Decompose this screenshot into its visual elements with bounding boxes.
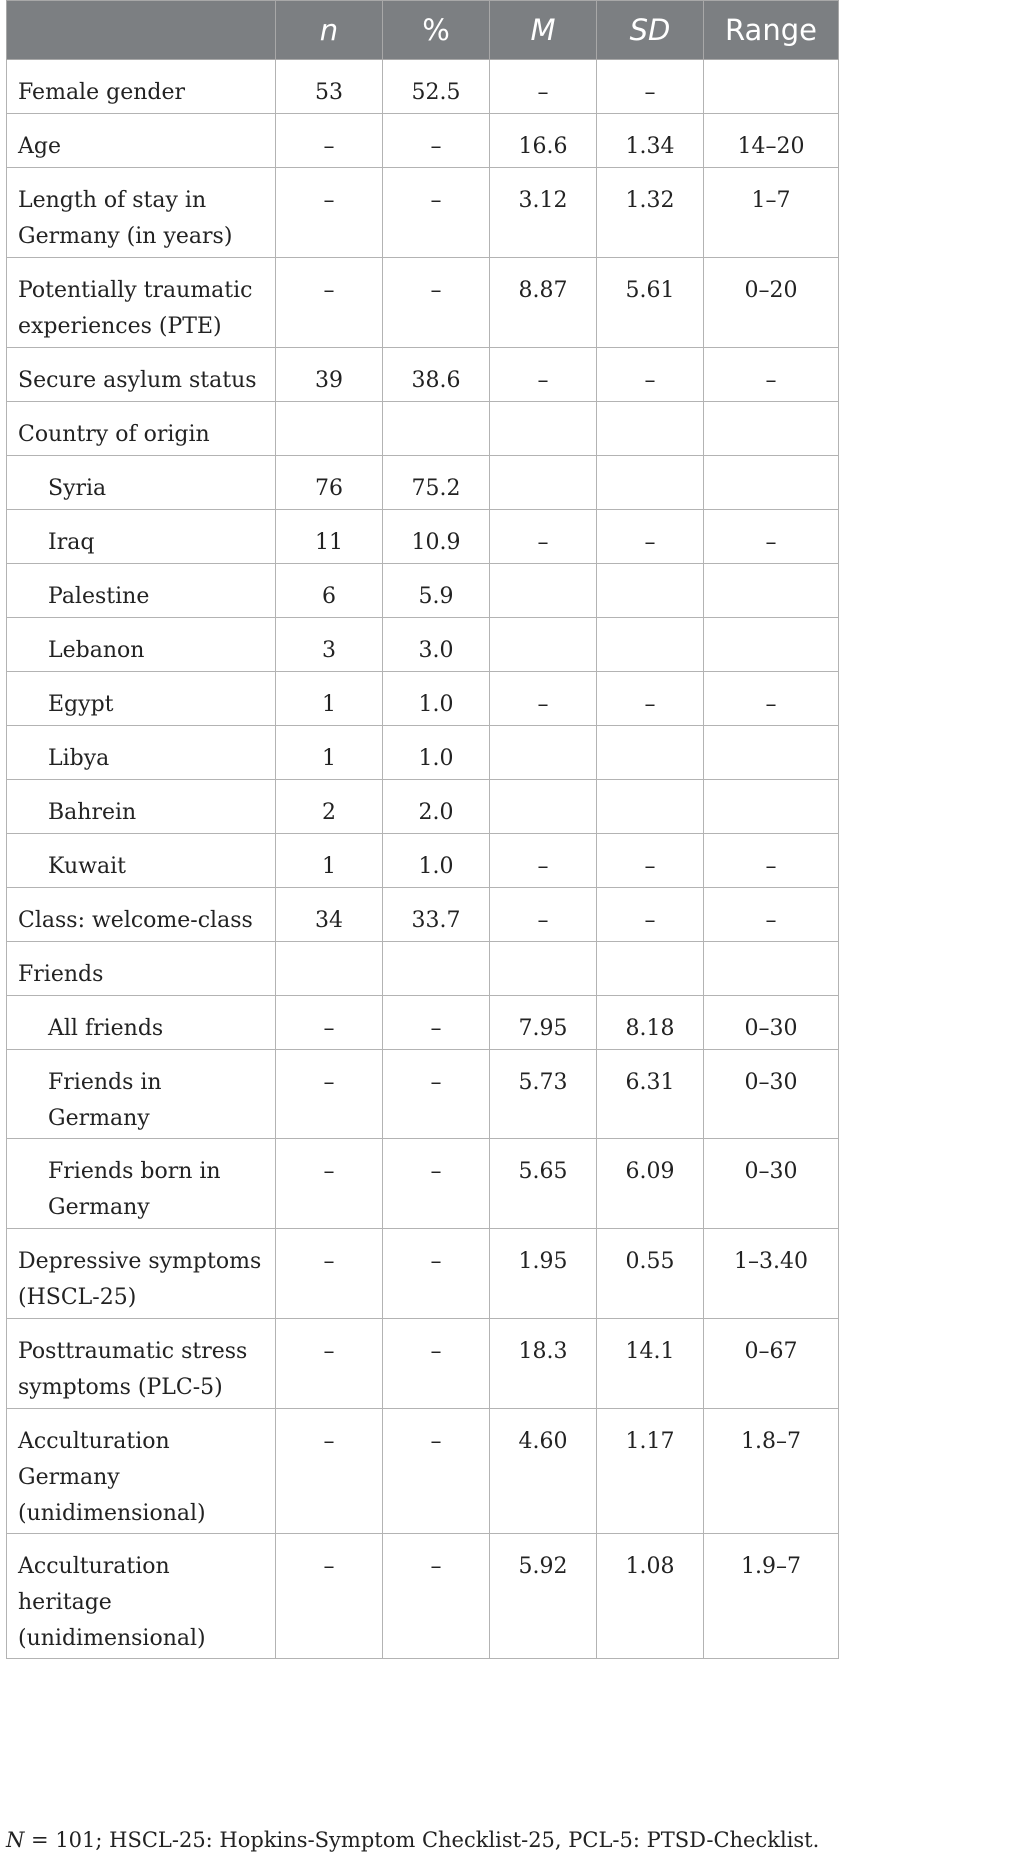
row-label: Palestine [7, 564, 276, 618]
row-label: Kuwait [7, 834, 276, 888]
cell-mean: – [490, 888, 597, 942]
cell-range: 0–30 [704, 996, 839, 1050]
cell-range [704, 942, 839, 996]
row-label: Country of origin [7, 402, 276, 456]
cell-range: 0–67 [704, 1319, 839, 1409]
cell-range: 14–20 [704, 114, 839, 168]
cell-mean: 16.6 [490, 114, 597, 168]
cell-sd: – [597, 888, 704, 942]
cell-mean [490, 564, 597, 618]
descriptives-table [6, 0, 839, 1659]
cell-mean [490, 942, 597, 996]
cell-range [704, 564, 839, 618]
cell-range [704, 456, 839, 510]
cell-sd [597, 726, 704, 780]
cell-range: 0–20 [704, 258, 839, 348]
cell-sd: 0.55 [597, 1229, 704, 1319]
column-header-percent: % [383, 1, 490, 60]
cell-percent: – [383, 1319, 490, 1409]
cell-percent: 2.0 [383, 780, 490, 834]
cell-n: 6 [276, 564, 383, 618]
table-row [7, 402, 839, 456]
cell-mean: 7.95 [490, 996, 597, 1050]
cell-sd: 1.32 [597, 168, 704, 258]
cell-mean: 5.65 [490, 1139, 597, 1229]
cell-percent: 3.0 [383, 618, 490, 672]
cell-percent: 10.9 [383, 510, 490, 564]
cell-sd: 14.1 [597, 1319, 704, 1409]
cell-n: – [276, 1229, 383, 1319]
cell-range [704, 726, 839, 780]
cell-range: – [704, 672, 839, 726]
footnote-n-symbol: N [6, 1828, 25, 1852]
cell-n [276, 942, 383, 996]
cell-percent: – [383, 258, 490, 348]
table-row [7, 618, 839, 672]
cell-n: – [276, 1319, 383, 1409]
cell-sd [597, 564, 704, 618]
cell-percent: – [383, 1050, 490, 1139]
cell-sd: 6.09 [597, 1139, 704, 1229]
cell-n: – [276, 1139, 383, 1229]
footnote-text: = 101; HSCL-25: Hopkins-Symptom Checklist-25, PCL-5: PTSD-Checklist. [24, 1828, 820, 1852]
cell-percent: 33.7 [383, 888, 490, 942]
table-row [7, 456, 839, 510]
row-label: Friends born in Germany [7, 1139, 276, 1229]
cell-percent: – [383, 114, 490, 168]
cell-range [704, 402, 839, 456]
cell-percent: 1.0 [383, 672, 490, 726]
cell-sd: – [597, 348, 704, 402]
cell-range [704, 780, 839, 834]
row-label: Posttraumatic stress symptoms (PLC-5) [7, 1319, 276, 1409]
table-row [7, 1229, 839, 1319]
cell-mean: 18.3 [490, 1319, 597, 1409]
row-label: Acculturation Germany (unidimensional) [7, 1409, 276, 1534]
cell-sd [597, 942, 704, 996]
row-label: Libya [7, 726, 276, 780]
cell-mean: – [490, 348, 597, 402]
row-label: Friends [7, 942, 276, 996]
cell-percent: 52.5 [383, 60, 490, 114]
cell-mean: – [490, 60, 597, 114]
row-label: Lebanon [7, 618, 276, 672]
cell-n: 1 [276, 726, 383, 780]
cell-sd [597, 780, 704, 834]
cell-range: 1–7 [704, 168, 839, 258]
cell-sd: 8.18 [597, 996, 704, 1050]
cell-sd [597, 402, 704, 456]
row-label: Syria [7, 456, 276, 510]
cell-percent: – [383, 1229, 490, 1319]
cell-sd: – [597, 60, 704, 114]
cell-mean: 1.95 [490, 1229, 597, 1319]
cell-n: – [276, 168, 383, 258]
row-label: Friends in Germany [7, 1050, 276, 1139]
cell-mean [490, 726, 597, 780]
row-label: Potentially traumatic experiences (PTE) [7, 258, 276, 348]
cell-range: – [704, 348, 839, 402]
cell-n: 11 [276, 510, 383, 564]
table-row [7, 258, 839, 348]
cell-mean [490, 618, 597, 672]
cell-mean [490, 456, 597, 510]
row-label: Class: welcome-class [7, 888, 276, 942]
cell-percent: 5.9 [383, 564, 490, 618]
row-label: Iraq [7, 510, 276, 564]
cell-mean: – [490, 672, 597, 726]
cell-range: – [704, 888, 839, 942]
table-row [7, 1050, 839, 1139]
cell-n: 76 [276, 456, 383, 510]
table-row [7, 780, 839, 834]
column-header-label [7, 1, 276, 60]
table-row [7, 114, 839, 168]
cell-mean: 4.60 [490, 1409, 597, 1534]
column-header-mean: M [490, 1, 597, 60]
column-header-range: Range [704, 1, 839, 60]
cell-sd [597, 618, 704, 672]
cell-n: 39 [276, 348, 383, 402]
cell-percent [383, 402, 490, 456]
table-row [7, 942, 839, 996]
table-row [7, 168, 839, 258]
cell-mean [490, 402, 597, 456]
cell-sd [597, 456, 704, 510]
row-label: Secure asylum status [7, 348, 276, 402]
cell-mean: – [490, 834, 597, 888]
row-label: Depressive symptoms (HSCL-25) [7, 1229, 276, 1319]
cell-mean: 5.92 [490, 1534, 597, 1659]
cell-percent: – [383, 996, 490, 1050]
cell-sd: – [597, 510, 704, 564]
column-header-n: n [276, 1, 383, 60]
cell-n [276, 402, 383, 456]
cell-mean: 5.73 [490, 1050, 597, 1139]
cell-percent [383, 942, 490, 996]
table-footnote [6, 1828, 819, 1852]
table-row [7, 60, 839, 114]
table-row [7, 1319, 839, 1409]
cell-mean: 3.12 [490, 168, 597, 258]
row-label: Female gender [7, 60, 276, 114]
cell-sd: 6.31 [597, 1050, 704, 1139]
cell-mean: – [490, 510, 597, 564]
cell-sd: 5.61 [597, 258, 704, 348]
cell-sd: – [597, 672, 704, 726]
cell-range: 1.9–7 [704, 1534, 839, 1659]
cell-n: 1 [276, 672, 383, 726]
cell-mean [490, 780, 597, 834]
table-row [7, 726, 839, 780]
cell-sd: – [597, 834, 704, 888]
cell-mean: 8.87 [490, 258, 597, 348]
header-row [7, 1, 839, 60]
cell-sd: 1.17 [597, 1409, 704, 1534]
row-label: Age [7, 114, 276, 168]
cell-percent: – [383, 168, 490, 258]
descriptives-table-container [6, 0, 838, 1659]
table-body [7, 60, 839, 1659]
row-label: Acculturation heritage (unidimensional) [7, 1534, 276, 1659]
cell-n: 2 [276, 780, 383, 834]
table-row [7, 888, 839, 942]
cell-range: – [704, 510, 839, 564]
table-row [7, 834, 839, 888]
cell-n: – [276, 114, 383, 168]
cell-n: – [276, 1534, 383, 1659]
cell-range: – [704, 834, 839, 888]
table-row [7, 996, 839, 1050]
cell-range: 1.8–7 [704, 1409, 839, 1534]
cell-percent: 75.2 [383, 456, 490, 510]
table-row [7, 1534, 839, 1659]
cell-percent: – [383, 1409, 490, 1534]
cell-n: – [276, 1050, 383, 1139]
table-row [7, 1139, 839, 1229]
cell-percent: – [383, 1534, 490, 1659]
row-label: All friends [7, 996, 276, 1050]
row-label: Bahrein [7, 780, 276, 834]
cell-sd: 1.08 [597, 1534, 704, 1659]
row-label: Egypt [7, 672, 276, 726]
cell-percent: – [383, 1139, 490, 1229]
table-row [7, 564, 839, 618]
table-row [7, 510, 839, 564]
cell-n: 3 [276, 618, 383, 672]
cell-percent: 1.0 [383, 726, 490, 780]
cell-range: 0–30 [704, 1050, 839, 1139]
cell-range: 0–30 [704, 1139, 839, 1229]
cell-n: – [276, 258, 383, 348]
cell-n: 1 [276, 834, 383, 888]
table-row [7, 1409, 839, 1534]
cell-n: 34 [276, 888, 383, 942]
table-row [7, 348, 839, 402]
cell-range: 1–3.40 [704, 1229, 839, 1319]
cell-n: – [276, 1409, 383, 1534]
row-label: Length of stay in Germany (in years) [7, 168, 276, 258]
cell-sd: 1.34 [597, 114, 704, 168]
cell-range [704, 618, 839, 672]
cell-percent: 38.6 [383, 348, 490, 402]
cell-range [704, 60, 839, 114]
column-header-sd: SD [597, 1, 704, 60]
cell-n: – [276, 996, 383, 1050]
cell-percent: 1.0 [383, 834, 490, 888]
cell-n: 53 [276, 60, 383, 114]
table-row [7, 672, 839, 726]
